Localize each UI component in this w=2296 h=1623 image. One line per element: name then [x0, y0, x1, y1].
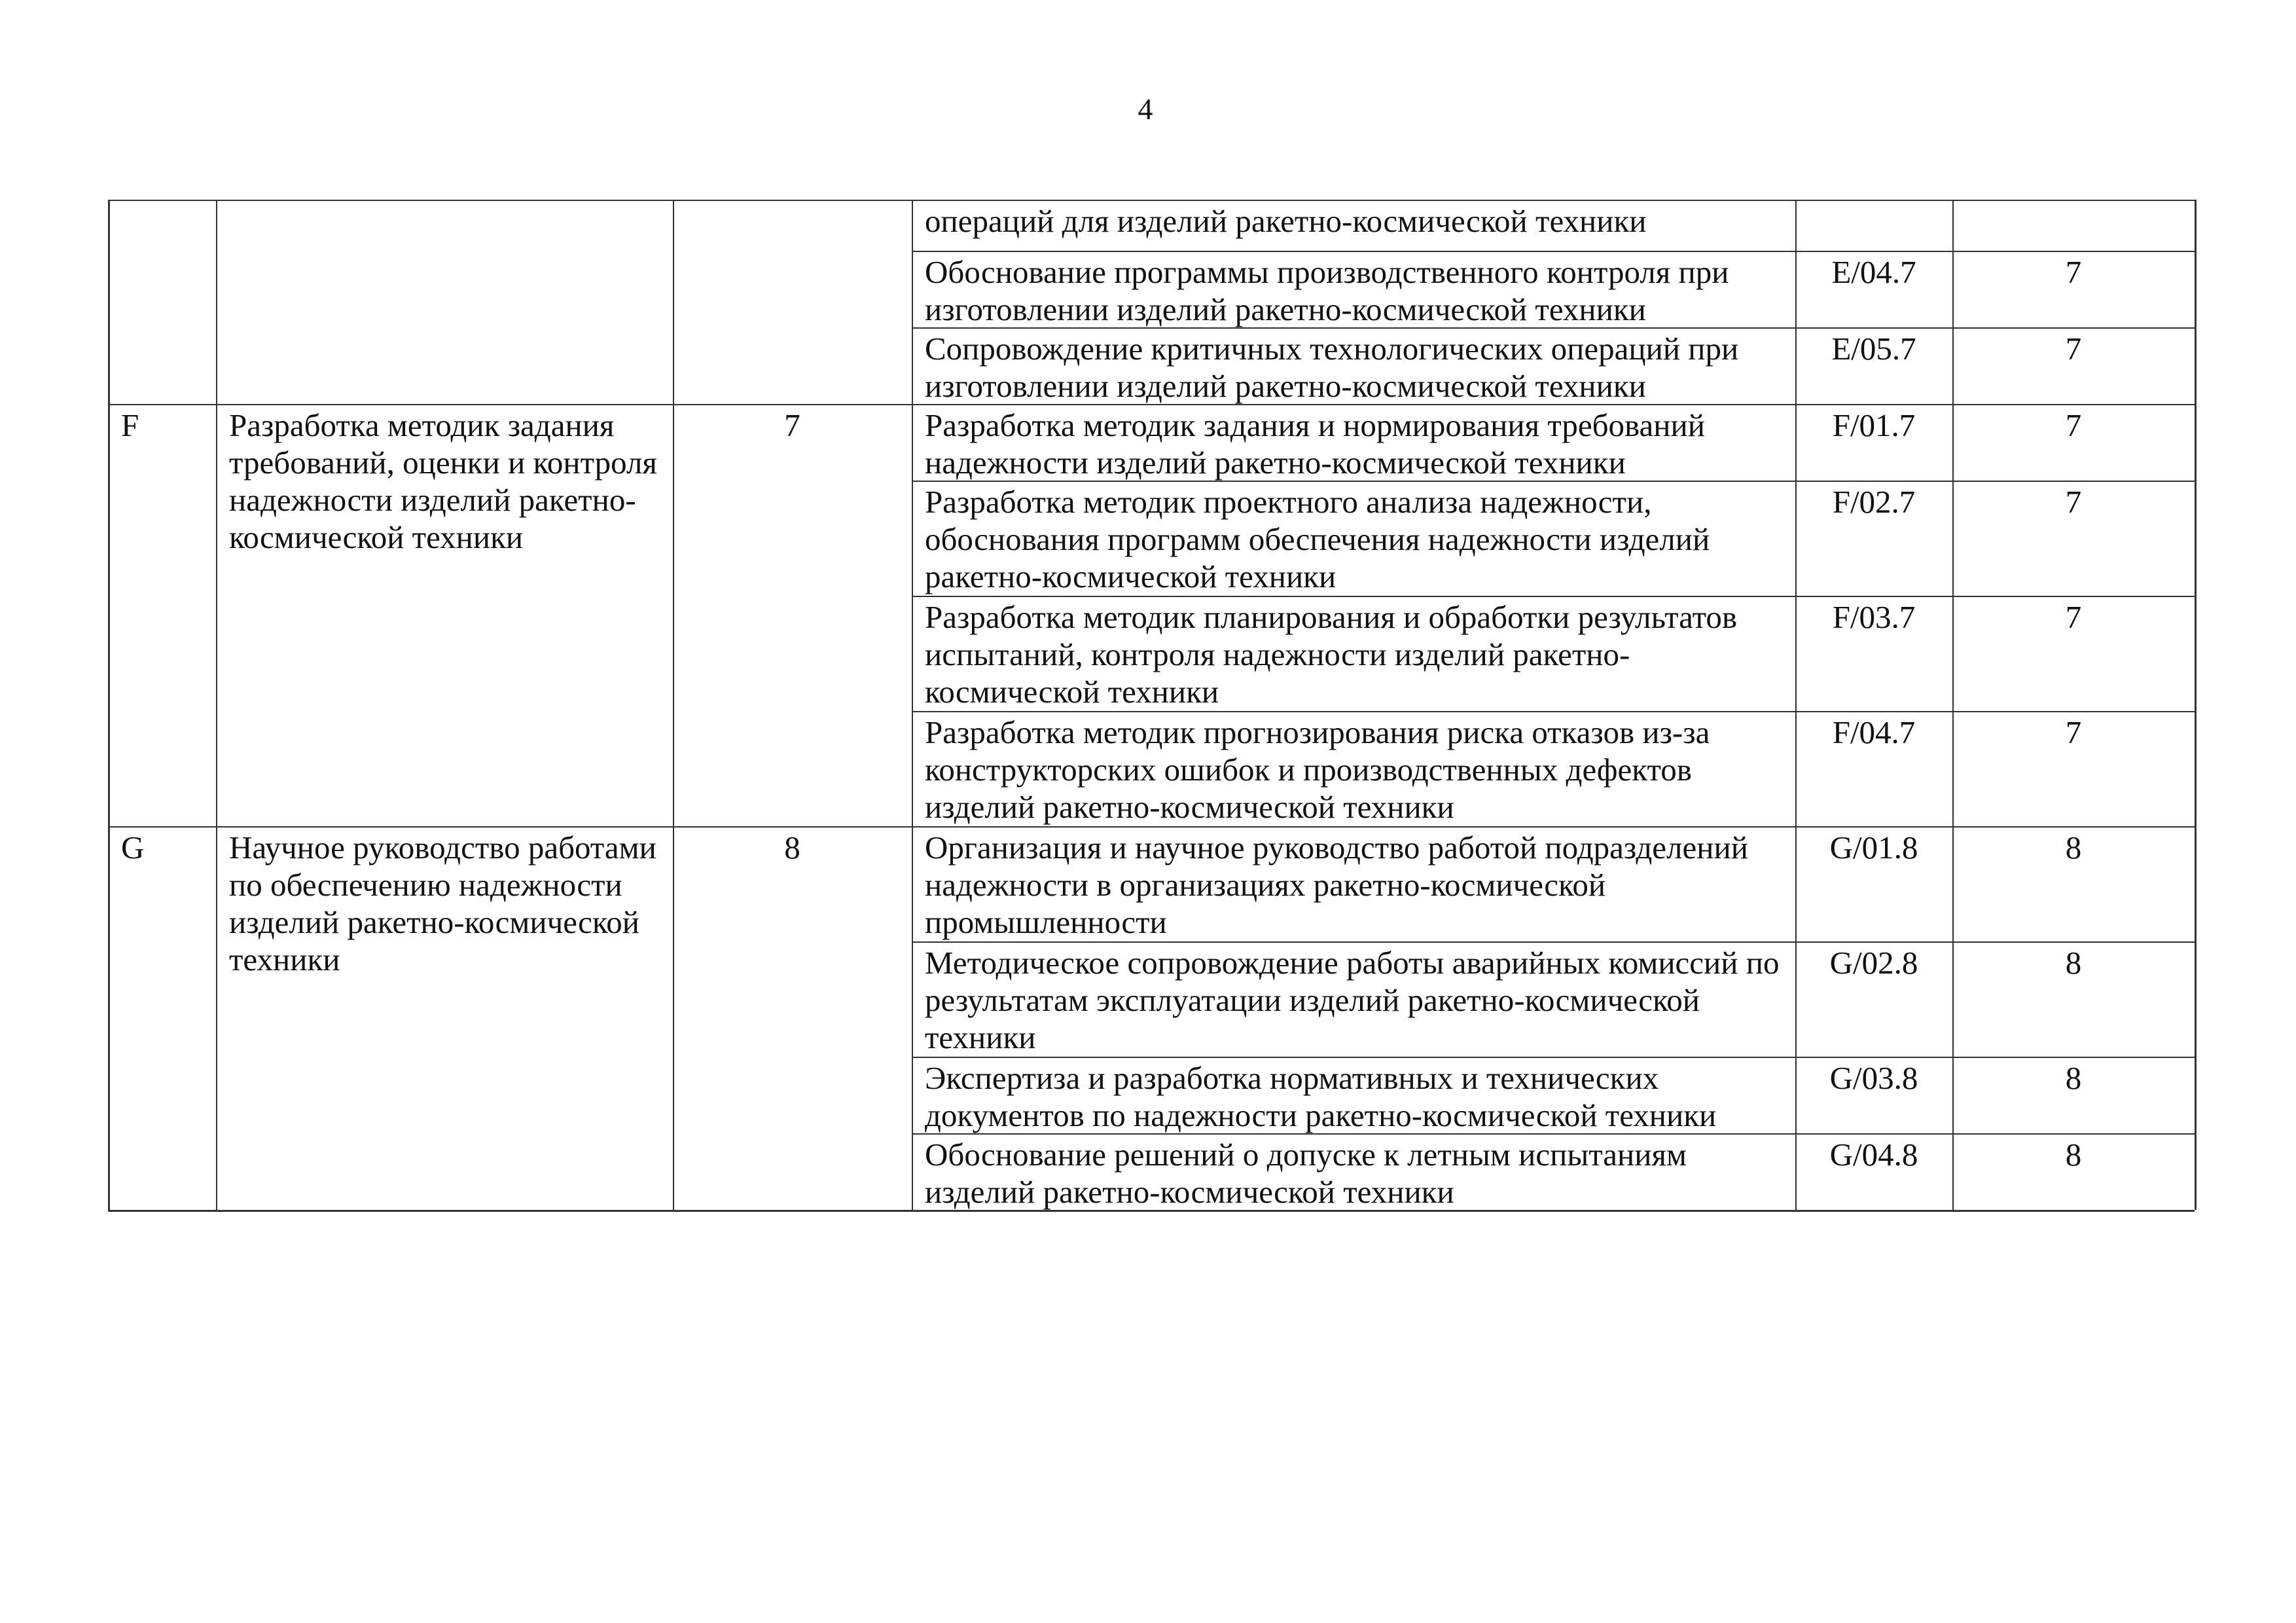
group-name: Разработка методик задания требований, оценки и контроля надежности изделий ракетно-космической техники [229, 407, 657, 555]
function-code: E/04.7 [1831, 254, 1916, 290]
function-level [1952, 200, 2195, 251]
function-level: 8 [2065, 945, 2082, 981]
function-level: 8 [2065, 830, 2082, 866]
function-code: G/02.8 [1829, 945, 1918, 981]
group-name [216, 200, 673, 404]
function-name: Обоснование решений о допуске к летным испытаниям изделий ракетно-космической техники [925, 1137, 1687, 1210]
function-level: 7 [2065, 331, 2082, 367]
function-level: 7 [2065, 254, 2082, 290]
function-name: Экспертиза и разработка нормативных и технических документов по надежности ракетно-космической техники [925, 1060, 1717, 1133]
function-level: 7 [2065, 714, 2082, 750]
group-code: F [121, 407, 139, 443]
function-level: 8 [2065, 1060, 2082, 1096]
function-code: F/02.7 [1832, 484, 1916, 520]
function-code: F/01.7 [1832, 407, 1916, 443]
function-level: 8 [2065, 1137, 2082, 1173]
function-code: G/03.8 [1829, 1060, 1918, 1096]
column-divider [2195, 200, 2197, 1210]
function-name: операций для изделий ракетно-космической техники [925, 203, 1647, 239]
function-code [1795, 200, 1952, 251]
function-name: Методическое сопровождение работы аварийных комиссий по результатам эксплуатации изделий ракетно-космической техники [925, 945, 1780, 1055]
function-code: E/05.7 [1831, 331, 1916, 367]
group-code: G [121, 830, 145, 866]
function-name: Разработка методик планирования и обработки результатов испытаний, контроля надежности изделий ракетно-космической техники [925, 599, 1738, 710]
function-level: 7 [2065, 484, 2082, 520]
page-number: 4 [1138, 92, 1153, 126]
function-name: Организация и научное руководство работой подразделений надежности в организациях ракетно-космической промышленности [925, 830, 1748, 940]
group-divider [108, 1210, 912, 1211]
group-level: 7 [784, 407, 800, 443]
function-code: F/03.7 [1832, 599, 1916, 635]
group-level [673, 200, 912, 404]
function-level: 7 [2065, 407, 2082, 443]
group-level: 8 [784, 830, 800, 866]
function-name: Сопровождение критичных технологических операций при изготовлении изделий ракетно-космической техники [925, 331, 1739, 404]
function-code: F/04.7 [1832, 714, 1916, 750]
group-code [108, 200, 216, 404]
function-name: Обоснование программы производственного контроля при изготовлении изделий ракетно-космической техники [925, 254, 1729, 327]
function-code: G/01.8 [1829, 830, 1918, 866]
function-level: 7 [2065, 599, 2082, 635]
function-name: Разработка методик задания и нормирования требований надежности изделий ракетно-космической техники [925, 407, 1705, 481]
function-name: Разработка методик прогнозирования риска отказов из-за конструкторских ошибок и производственных дефектов изделий ракетно-космической техники [925, 714, 1710, 825]
function-code: G/04.8 [1829, 1137, 1918, 1173]
function-name: Разработка методик проектного анализа надежности, обоснования программ обеспечения надежности изделий ракетно-космической техники [925, 484, 1710, 594]
group-name: Научное руководство работами по обеспечению надежности изделий ракетно-космической техники [229, 830, 656, 977]
